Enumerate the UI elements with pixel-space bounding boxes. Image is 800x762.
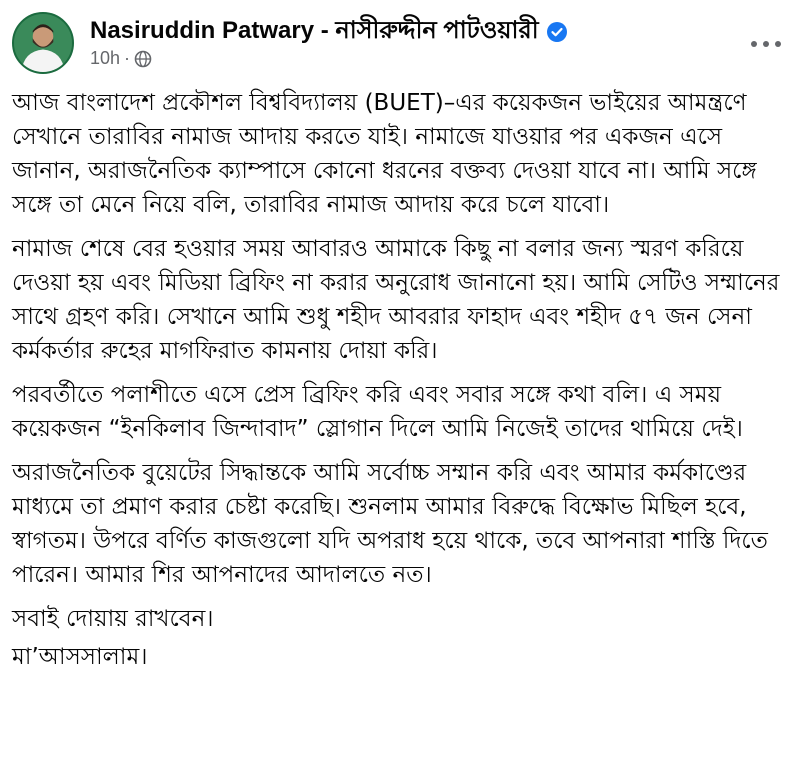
verified-badge-icon	[547, 22, 567, 42]
meta-separator: ·	[124, 48, 131, 68]
globe-icon[interactable]	[134, 50, 152, 68]
post-meta	[90, 48, 152, 69]
author-name[interactable]: Nasiruddin Patwary - নাসীরুদ্দীন পাটওয়ারী	[90, 17, 539, 44]
post-header	[8, 8, 792, 72]
post-paragraph-4: অরাজনৈতিক বুয়েটের সিদ্ধান্তকে আমি সর্বোচ্চ সম্মান করি এবং আমার কর্মকাণ্ডের মাধ্যমে তা প্রমাণ করার চেষ্টা করেছি। শুনলাম আমার বিরুদ্ধে বিক্ষোভ মিছিল হবে, স্বাগতম। উপরে বর্ণিত কাজগুলো যদি অপরাধ হয়ে থাকে, তবে আপনারা শাস্তি দিতে পারেন। আমার শির আপনাদের আদালতে নত।	[12, 460, 768, 588]
more-options-button[interactable]	[746, 30, 786, 58]
more-options-icon	[751, 41, 757, 47]
author-line	[90, 12, 567, 52]
post-body	[12, 86, 788, 678]
avatar-image	[14, 14, 72, 72]
post-paragraph-2: নামাজ শেষে বের হওয়ার সময় আবারও আমাকে কিছু না বলার জন্য স্মরণ করিয়ে দেওয়া হয় এবং মিডিয়া ব্রিফিং না করার অনুরোধ জানানো হয়। আমি সেটিও সম্মানের সাথে গ্রহণ করি। সেখানে আমি শুধু শহীদ আবরার ফাহাদ এবং শহীদ ৫৭ জন সেনা কর্মকর্তার রুহের মাগফিরাত কামনায় দোয়া করি।	[12, 236, 780, 364]
post-timestamp[interactable]: 10h	[90, 48, 121, 68]
post-paragraph-5: সবাই দোয়ায় রাখবেন।	[12, 606, 214, 632]
post-paragraph-6: মা’আসসালাম।	[12, 644, 148, 670]
author-avatar[interactable]	[12, 12, 74, 74]
more-options-icon-dot	[763, 41, 769, 47]
post-paragraph-1: আজ বাংলাদেশ প্রকৌশল বিশ্ববিদ্যালয় (BUET)–এর কয়েকজন ভাইয়ের আমন্ত্রণে সেখানে তারাবির নামাজ আদায় করতে যাই। নামাজে যাওয়ার পর একজন এসে জানান, অরাজনৈতিক ক্যাম্পাসে কোনো ধরনের বক্তব্য দেওয়া যাবে না। আমি সঙ্গে সঙ্গে তা মেনে নিয়ে বলি, তারাবির নামাজ আদায় করে চলে যাবো।	[12, 90, 757, 218]
more-options-icon-dot	[775, 41, 781, 47]
post-paragraph-3: পরবর্তীতে পলাশীতে এসে প্রেস ব্রিফিং করি এবং সবার সঙ্গে কথা বলি। এ সময় কয়েকজন “ইনকিলাব জিন্দাবাদ” স্লোগান দিলে আমি নিজেই তাদের থামিয়ে দেই।	[12, 382, 743, 442]
